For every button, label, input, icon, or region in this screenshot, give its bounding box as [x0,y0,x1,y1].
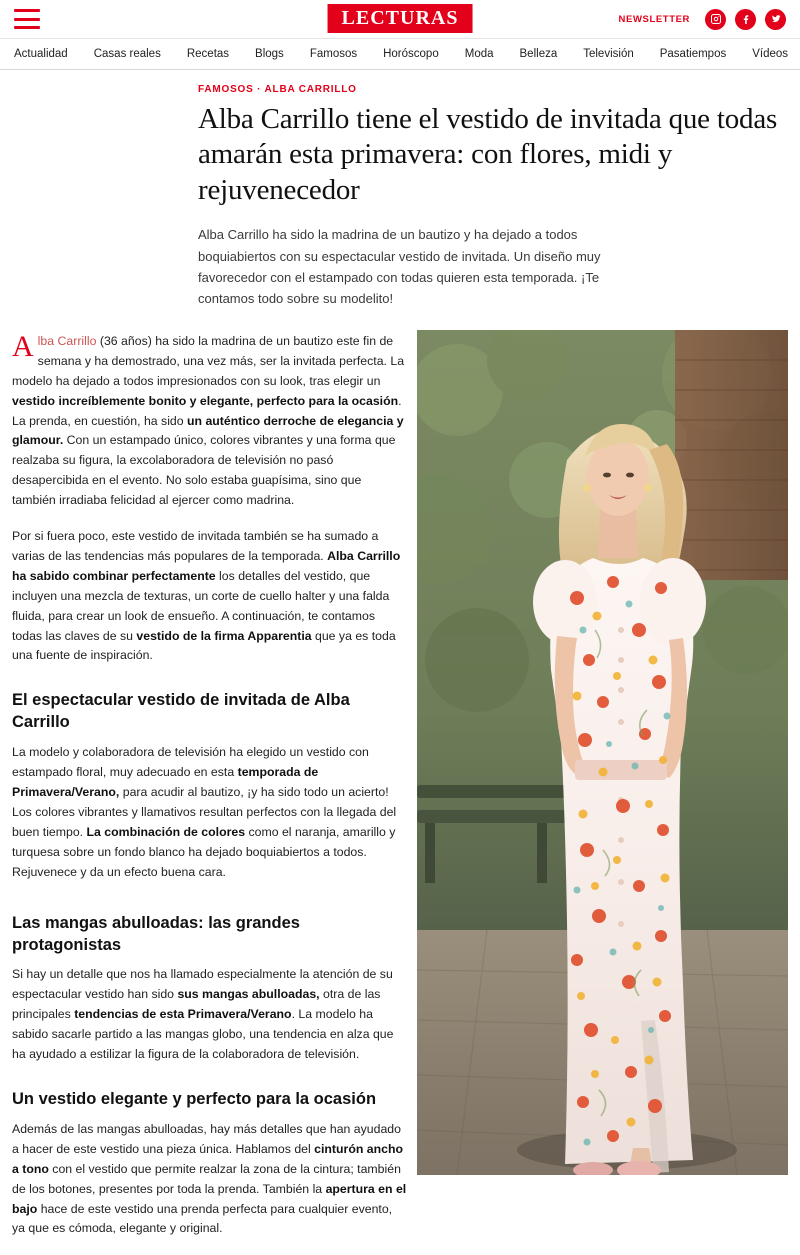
gallery-image[interactable] [417,330,788,1175]
nav-item-belleza[interactable]: Belleza [519,48,558,60]
p5-bold-b: cinturón ancho a tono [12,1141,403,1176]
paragraph-5 [12,1120,407,1239]
facebook-icon[interactable] [735,9,756,30]
p3-text-e: como el naranja, amarillo y turquesa sobre un fondo blanco ha dejado boquiabiertos a todos. Rejuvenece y da un efecto buena cara. [12,824,396,879]
drop-cap: A [12,329,34,363]
article-header-wrap [0,70,800,326]
hamburger-icon[interactable] [14,9,40,29]
nav-item-horoscopo[interactable]: Horóscopo [383,48,439,60]
gallery-dot-3[interactable] [600,1241,606,1247]
main-navigation [0,38,800,70]
article-body-area [0,326,800,1255]
site-logo[interactable]: LECTURAS [328,4,473,33]
paragraph-3 [12,743,407,882]
gallery-dot-2[interactable] [587,1241,593,1247]
newsletter-link[interactable]: NEWSLETTER [618,13,690,25]
gallery-dots[interactable] [417,1241,788,1247]
header-right-group [619,9,786,30]
p1-text-b: (36 años) ha sido la madrina de un bautizo este fin de semana y ha demostrado, una vez más, ser la invitada perfecta. La modelo ha dejado a todos impresionados con su look, tras elegir un [12,333,405,388]
article-header [190,70,788,326]
instagram-icon[interactable] [705,9,726,30]
p3-bold-d: La combinación de colores [86,824,246,839]
nav-item-actualidad[interactable]: Actualidad [14,48,68,60]
article-standfirst: Alba Carrillo ha sido la madrina de un bautizo y ha dejado a todos boquiabiertos con su espectacular vestido de invitada. Un diseño muy favorecedor con el estampado con todas quieren esta temporada. ¡Te contamos todo sobre su modelito! [198,227,601,307]
p4-bold-b: sus mangas abulloadas, [177,987,320,1002]
gallery-dot-4[interactable] [613,1241,619,1247]
p4-text-a: Si hay un detalle que nos ha llamado especialmente la atención de su espectacular vestido han sido [12,967,393,1002]
p1-text-d: . La prenda, en cuestión, ha sido [12,393,402,428]
nav-item-casas-reales[interactable]: Casas reales [93,48,161,60]
p2-text-a: Por si fuera poco, este vestido de invitada también se ha sumado a varias de las tendencias más populares de la temporada. [12,529,379,563]
nav-item-blogs[interactable]: Blogs [255,48,284,60]
gallery-dot-1[interactable] [574,1241,580,1247]
p1-bold-e: un auténtico derroche de elegancia y glamour. [12,413,404,448]
paragraph-2 [12,527,407,666]
left-gutter [12,70,190,326]
p1-bold-c: vestido increíblemente bonito y elegante, perfecto para la ocasión [12,393,399,408]
page-title: Alba Carrillo tiene el vestido de invitada que todas amarán esta primavera: con flores, midi y rejuvenecedor [198,103,778,206]
nav-item-recetas[interactable]: Recetas [186,48,230,60]
p4-text-e: . La modelo ha sabido sacarle partido a las mangas globo, una tendencia en alza que ha ayudado a estilizar la figura de la colaboradora de televisión. [12,1007,394,1062]
p2-bold-d: vestido de la firma Apparentia [136,628,312,643]
hamburger-bar [14,26,40,29]
article-text-column [12,326,407,1255]
p4-bold-d: tendencias de esta Primavera/Verano [74,1007,292,1022]
nav-item-pasatiempos[interactable]: Pasatiempos [659,48,727,60]
p1-text-f: Con un estampado único, colores vibrantes y una forma que realzaba su figura, la excolaboradora de televisión no pasó desapercibida en el evento. No solo estaba guapísima, sino que también irradiaba felicidad al ejercer como madrina. [12,433,396,508]
section-heading-2: Las mangas abulloadas: las grandes protagonistas [12,913,300,954]
article-gallery[interactable] [417,330,788,1255]
gallery-dot-5[interactable] [626,1241,632,1247]
p2-text-e: que ya es toda una fuente de inspiración. [12,628,396,663]
hamburger-bar [14,18,40,21]
paragraph-1 [12,329,407,511]
p3-bold-b: temporada de Primavera/Verano, [12,765,319,800]
alba-carrillo-link[interactable]: lba Carrillo [37,333,97,348]
nav-item-television[interactable]: Televisión [583,48,634,60]
hamburger-bar [14,9,40,12]
nav-item-moda[interactable]: Moda [464,48,494,60]
p5-text-c: con el vestido que permite realzar la zona de la cintura; también de los botones, presentes por toda la prenda. También la [12,1161,401,1196]
nav-item-famosos[interactable]: Famosos [309,48,358,60]
p5-text-a: Además de las mangas abulloadas, hay más detalles que han ayudado a hacer de este vestido una pieza única. Hablamos del [12,1121,401,1156]
p5-bold-d: apertura en el bajo [12,1181,407,1216]
p2-bold-b: Alba Carrillo ha sabido combinar perfectamente [12,548,401,583]
p4-text-c: otra de las principales [12,987,381,1022]
p3-text-a: La modelo y colaboradora de televisión ha elegido un vestido con estampado floral, muy adecuado en esta [12,745,369,780]
section-heading-3: Un vestido elegante y perfecto para la ocasión [12,1090,377,1108]
nav-item-videos[interactable]: Vídeos [752,48,789,60]
twitter-icon[interactable] [765,9,786,30]
p2-text-c: los detalles del vestido, que incluyen una mezcla de texturas, un corte de cuello halter y una falda fluida, para crear un look de ensueño. A continuación, te contamos todas las claves de su [12,568,390,643]
p3-text-c: para acudir al bautizo, ¡y ha sido todo un acierto! Los colores vibrantes y llamativos resultan perfectos con la llegada del buen tiempo. [12,785,397,839]
section-heading-1: El espectacular vestido de invitada de Alba Carrillo [12,691,350,732]
paragraph-4 [12,965,407,1065]
p5-text-e: hace de este vestido una prenda perfecta para cualquier evento, ya que es cómoda, elegante y original. [12,1201,393,1236]
top-bar [0,0,800,38]
breadcrumb[interactable]: FAMOSOS · ALBA CARRILLO [198,84,357,95]
